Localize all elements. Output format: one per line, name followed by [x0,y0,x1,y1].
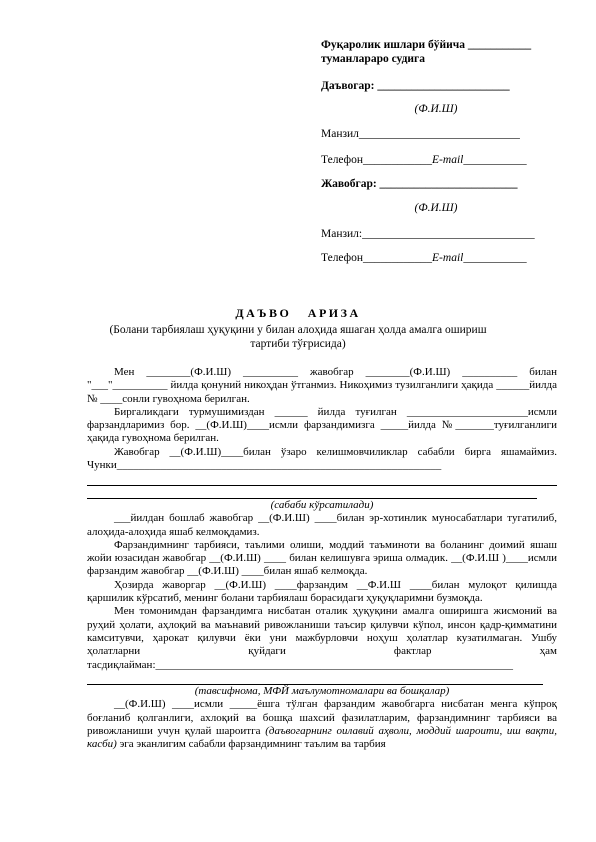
paragraph-obstruction: Ҳозирда жаворгар __(Ф.И.Ш) ____фарзандим __Ф.И.Ш ____билан мулоқот қилишда қаршилик кўрсатиб, менинг болани тарбиялаш борасидаги ҳуқуқларимни бузмоқда. [87,578,557,605]
paragraph-no-agreement: Фарзандимнинг тарбияси, таълими олиши, моддий таъминоти ва боланинг доимий яшаш жойи юзасидан жавобгар __(Ф.И.Ш) ____ билан келишувга эриша олмадик. __(Ф.И.Ш )____исмли фарзандим жавобгар __(Ф.И.Ш) ____билан яшаб келмоқда. [87,538,557,578]
blank-line [87,672,543,685]
paragraph-marriage: Мен ________(Ф.И.Ш) __________ жавобгар ________(Ф.И.Ш) __________ билан "___"__________ йилда қонуний никоҳдан ўтганмиз. Никоҳимиз тузилганлиги ҳақида ______йилда № ____сонли гувоҳнома берилган. [87,366,557,405]
document-title: ДАЪВО АРИЗА [235,306,361,320]
paragraph-relations-ended: ___йилдан бошлаб жавобгар __(Ф.И.Ш) ____билан эр-хотинлик муносабатлари тугатилиб, алоҳида-алоҳида яшаб келмоқдамиз. [87,512,557,538]
paragraph-attachment-conditions: (даъвогарнинг оилавий аҳволи, моддий шароити, иш вақти, касби) [87,725,558,751]
plaintiff-address: Манзил____________________________ [321,128,520,140]
paragraph-attachment-text: __(Ф.И.Ш) ____исмли _____ёшга тўлган фарзандим жавобгарга нисбатан менга кўпроқ боғланиб қолганлиги, ахлоқий ва бошқа шахсий фазилатларим, фарзандимнинг тарбияси ва ривожланиши учун қулай шароитга [87,698,557,738]
blank-line [87,486,537,499]
plaintiff-line: Даъвогар: _______________________ [321,80,510,92]
caption-evidence: (тавсифнома, МФЙ маълумотномалари ва бошқалар) [194,685,450,698]
defendant-phone-suffix: ___________ [463,252,527,264]
plaintiff-fio-caption: (Ф.И.Ш) [414,103,458,115]
caption-reason: (сабаби кўрсатилади) [270,498,374,511]
paragraph-separation: Жавобгар __(Ф.И.Ш)____билан ўзаро келишмовчиликлар сабабли бирга яшамаймиз. Чунки___________________________________________________________ [87,445,557,472]
defendant-line: Жавобгар: ________________________ [321,178,518,190]
plaintiff-phone-suffix: ___________ [463,154,527,166]
defendant-email-label: E-mail [432,252,464,264]
document-body [87,366,557,752]
plaintiff-phone [321,153,561,167]
defendant-phone [321,251,561,265]
blank-line [87,472,557,485]
court-line-1: Фуқаролик ишлари бўйича ___________ [321,39,532,51]
paragraph-no-harm: Мен томонимдан фарзандимга нисбатан оталик ҳуқуқини амалга оширишга жисмоний ва руҳий ҳолати, аҳлоқий ва маънавий ривожланиши таъсир қилувчи кўпол, инсон қадр-қимматини камситувчи, ҳарокат қилувчи ёки уни мажбурловчи ноҳуш ҳолатлар кузатилмаган. Ушбу ҳолатларни қуйдаги фактлар ҳам тасдиқлайман:_________________________________________________________________ [87,605,557,671]
paragraph-attachment [87,698,557,751]
defendant-address: Манзил:______________________________ [321,228,535,240]
court-name [321,38,561,66]
plaintiff-email-label: E-mail [432,154,464,166]
court-line-2: туманлараро судига [321,53,425,65]
plaintiff-phone-prefix: Телефон____________ [321,154,433,166]
defendant-phone-prefix: Телефон____________ [321,252,433,264]
defendant-fio-caption: (Ф.И.Ш) [414,202,458,214]
paragraph-attachment-tail: эга эканлигим сабабли фарзандимнинг таълим ва тарбия [116,738,386,751]
document-subtitle: (Болани тарбиялаш ҳуқуқини у билан алоҳида яшаган ҳолда амалга ошириш тартиби тўғрисида) [109,324,487,350]
paragraph-children: Биргаликдаги турмушимиздан ______ йилда туғилган ______________________исмли фарзандларимиз бор. __(Ф.И.Ш)____исмли фарзандимизга _____йилда №_______туғилганлиги ҳақида гувоҳнома берилган. [87,405,557,445]
